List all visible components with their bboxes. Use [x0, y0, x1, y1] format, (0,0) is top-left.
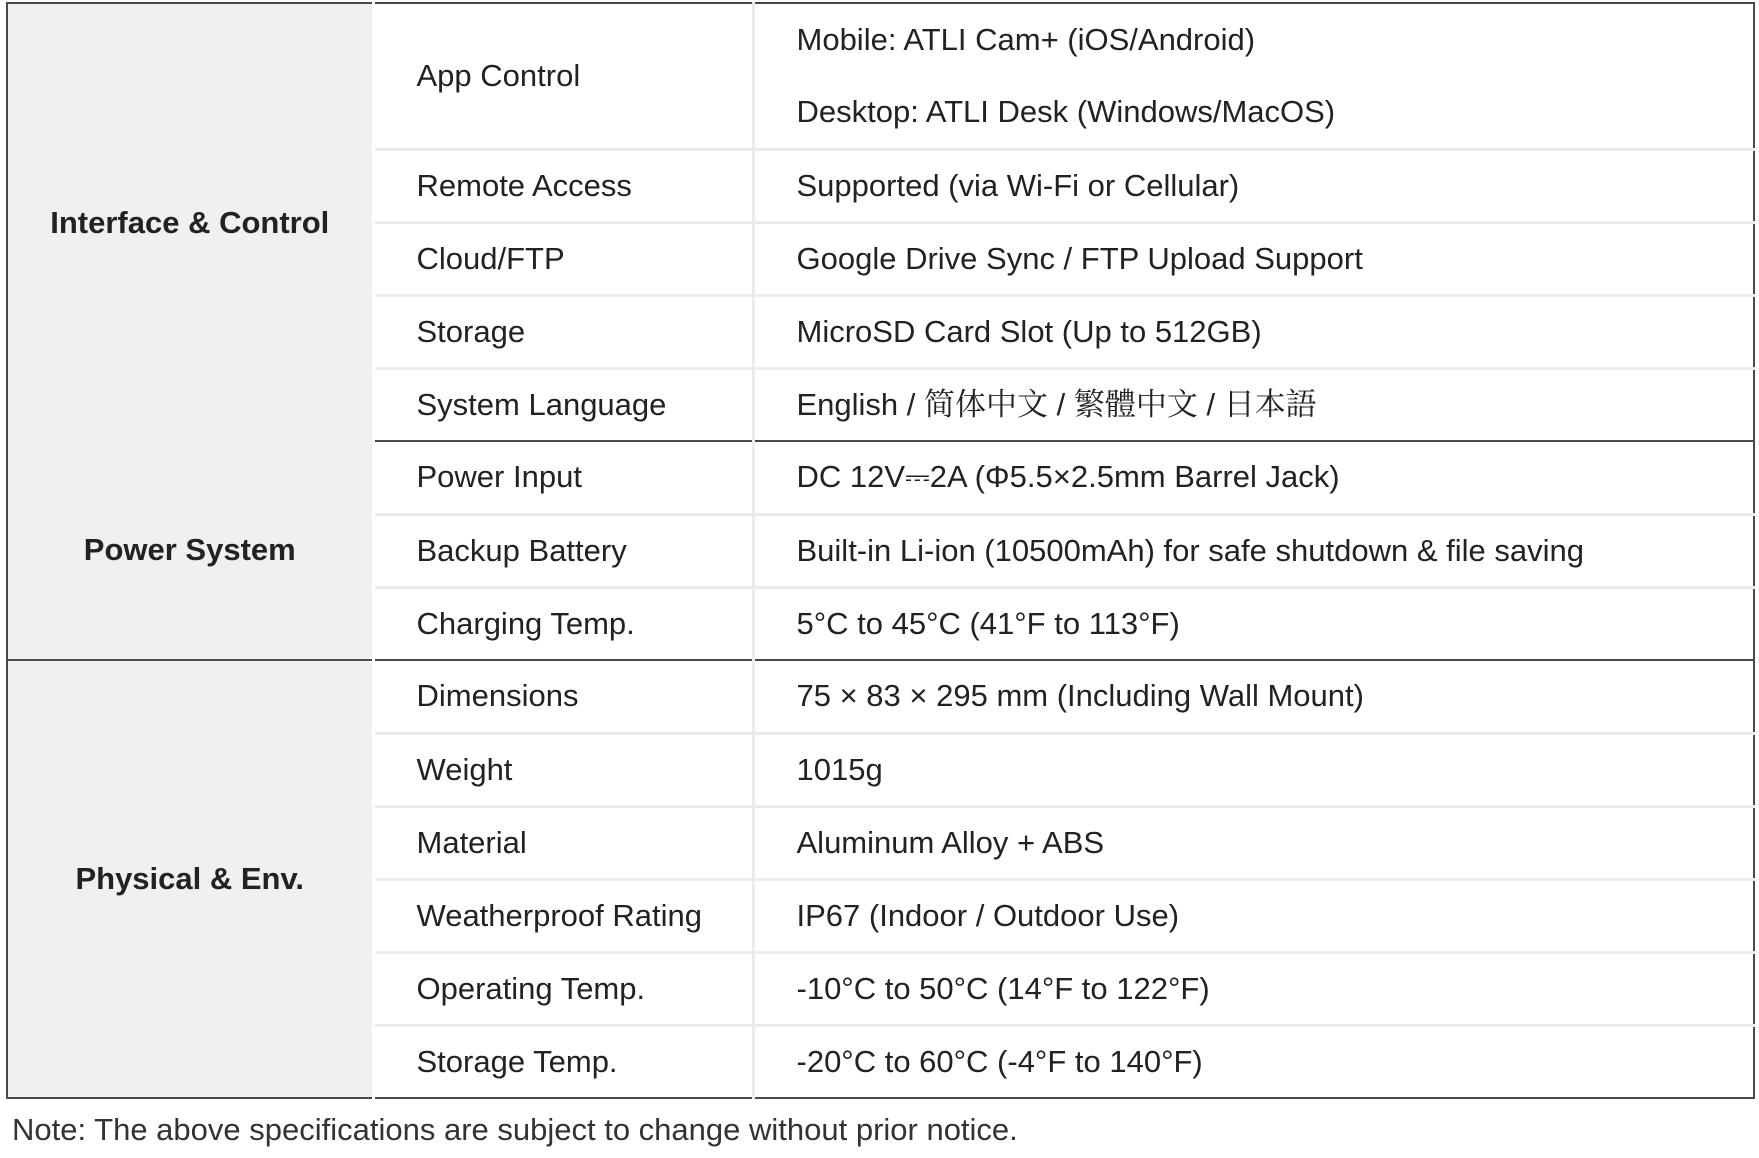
spec-value: Built-in Li-ion (10500mAh) for safe shutdown & file saving [753, 514, 1754, 587]
spec-row [7, 3, 1754, 149]
spec-table [6, 2, 1755, 1099]
footnote: Note: The above specifications are subject to change without prior notice. [12, 1112, 1018, 1147]
spec-row [7, 441, 1754, 514]
spec-value: Aluminum Alloy + ABS [753, 806, 1754, 879]
spec-value: 75 × 83 × 295 mm (Including Wall Mount) [753, 660, 1754, 733]
category-label: Interface & Control [50, 204, 330, 240]
spec-value-line: Desktop: ATLI Desk (Windows/MacOS) [796, 93, 1336, 129]
spec-label: Weight [373, 733, 753, 806]
spec-label: Material [373, 806, 753, 879]
spec-value: Supported (via Wi-Fi or Cellular) [753, 149, 1754, 222]
spec-value: -20°C to 60°C (-4°F to 140°F) [796, 1043, 1203, 1079]
spec-label: System Language [373, 368, 753, 441]
spec-label: Cloud/FTP [373, 222, 753, 295]
spec-label: Storage Temp. [373, 1025, 753, 1098]
spec-label: Backup Battery [373, 514, 753, 587]
spec-value: 1015g [753, 733, 1754, 806]
spec-value-line: Mobile: ATLI Cam+ (iOS/Android) [796, 22, 1256, 58]
category-label: Physical & Env. [75, 861, 305, 897]
spec-value: IP67 (Indoor / Outdoor Use) [753, 879, 1754, 952]
spec-value: MicroSD Card Slot (Up to 512GB) [753, 295, 1754, 368]
spec-label: Charging Temp. [373, 587, 753, 660]
spec-label: Power Input [373, 441, 753, 514]
spec-label: Remote Access [373, 149, 753, 222]
spec-row [7, 660, 1754, 733]
spec-label: Dimensions [373, 660, 753, 733]
spec-value [753, 3, 1754, 149]
spec-value: 5°C to 45°C (41°F to 113°F) [753, 587, 1754, 660]
spec-label: Operating Temp. [373, 952, 753, 1025]
category-label: Power System [83, 532, 296, 568]
spec-label: Storage [373, 295, 753, 368]
spec-value: Google Drive Sync / FTP Upload Support [753, 222, 1754, 295]
spec-label: Weatherproof Rating [373, 879, 753, 952]
category-physical-env [7, 660, 373, 1098]
spec-value: -10°C to 50°C (14°F to 122°F) [753, 952, 1754, 1025]
spec-value: DC 12V⎓2A (Φ5.5×2.5mm Barrel Jack) [753, 441, 1754, 514]
spec-value: English / 简体中文 / 繁體中文 / 日本語 [753, 368, 1754, 441]
spec-label: App Control [373, 3, 753, 149]
category-interface-control [7, 3, 373, 441]
category-power-system [7, 441, 373, 660]
